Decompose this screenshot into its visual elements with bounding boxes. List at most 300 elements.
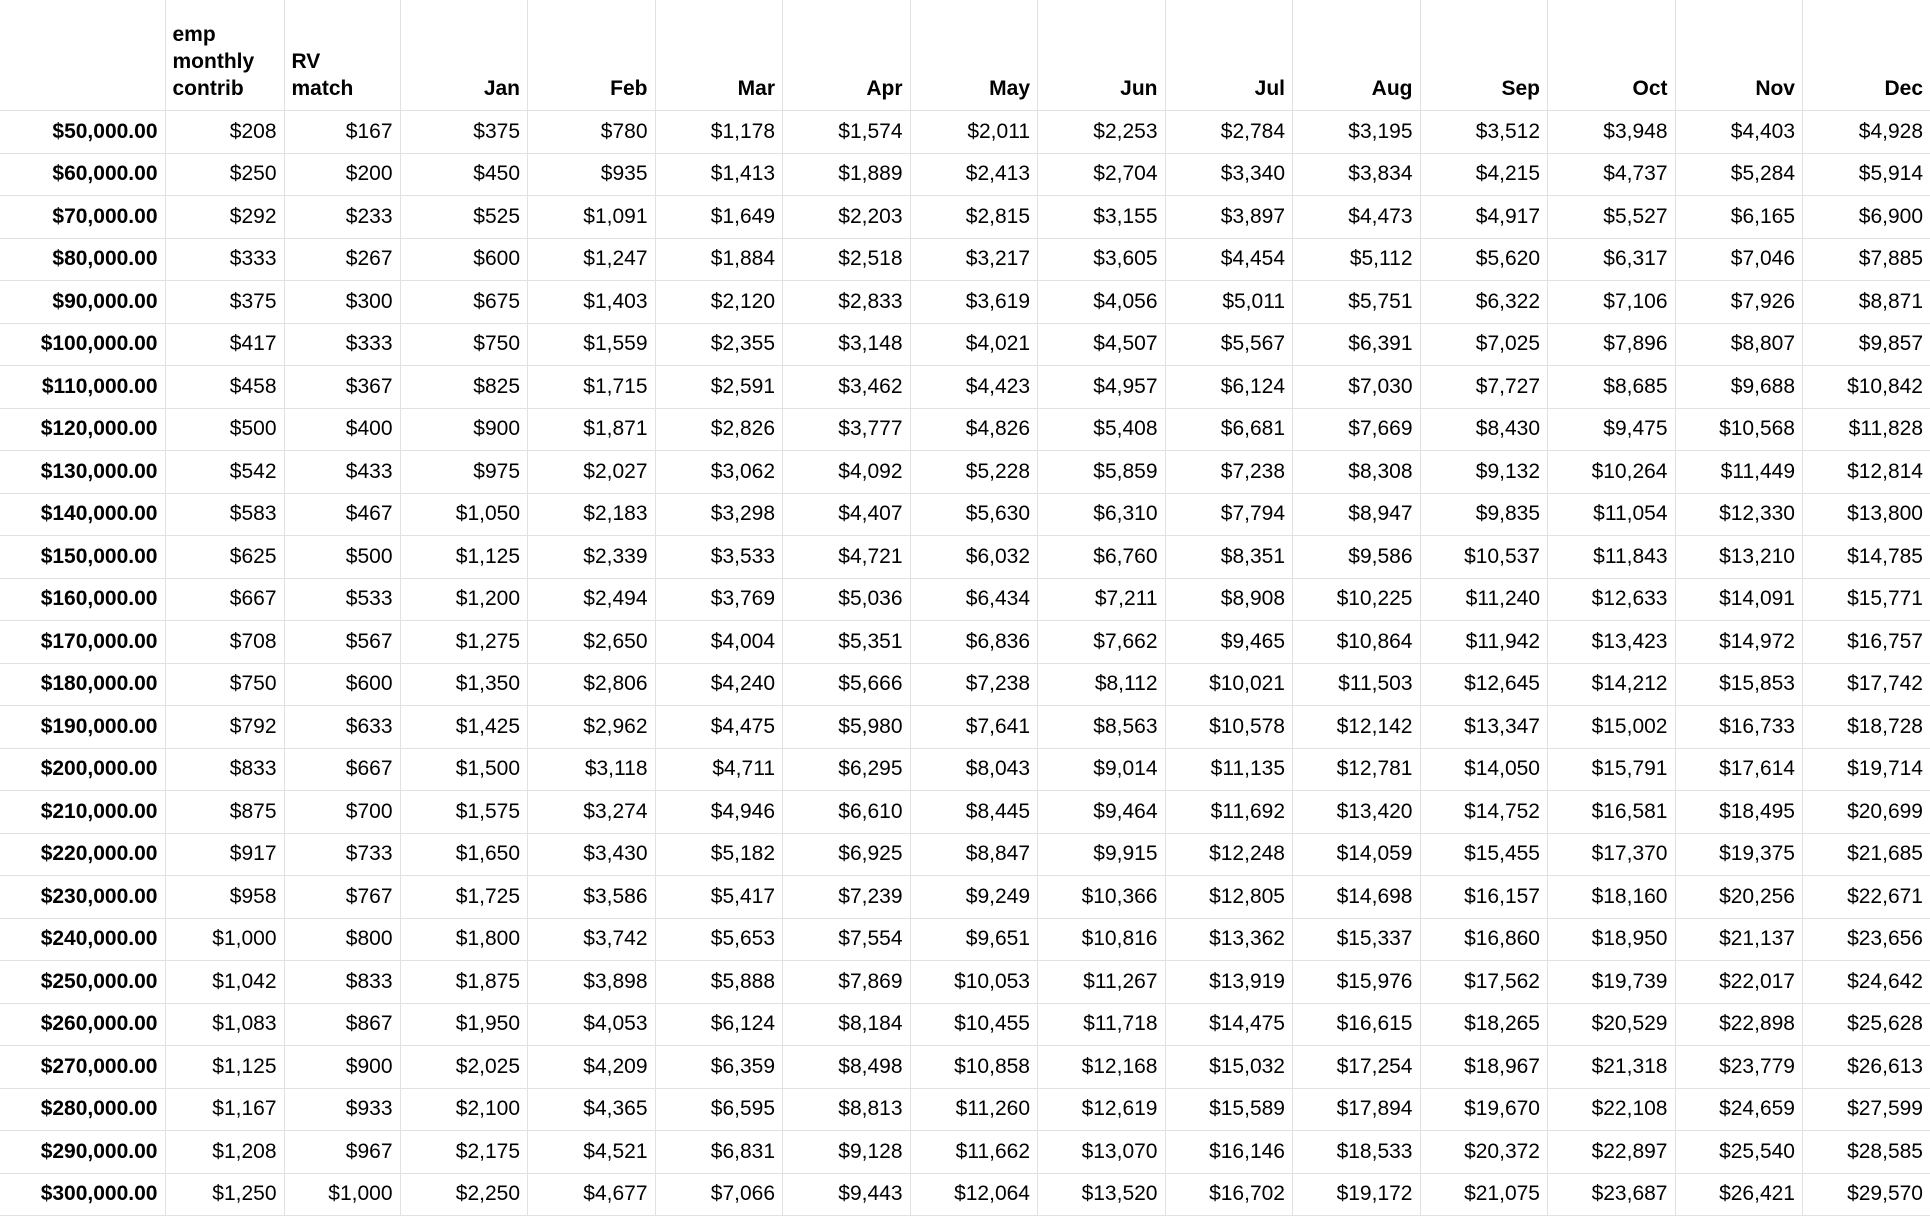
value-cell[interactable]: $3,619 [910, 281, 1038, 324]
value-cell[interactable]: $1,178 [655, 111, 783, 154]
value-cell[interactable]: $18,160 [1548, 876, 1676, 919]
value-cell[interactable]: $22,017 [1675, 961, 1803, 1004]
value-cell[interactable]: $5,859 [1038, 451, 1166, 494]
value-cell[interactable]: $1,950 [400, 1003, 528, 1046]
value-cell[interactable]: $7,554 [783, 918, 911, 961]
value-cell[interactable]: $14,059 [1293, 833, 1421, 876]
value-cell[interactable]: $13,520 [1038, 1173, 1166, 1216]
value-cell[interactable]: $2,518 [783, 238, 911, 281]
value-cell[interactable]: $4,928 [1803, 111, 1930, 154]
value-cell[interactable]: $21,685 [1803, 833, 1930, 876]
salary-row-header[interactable]: $250,000.00 [0, 961, 165, 1004]
value-cell[interactable]: $16,757 [1803, 621, 1930, 664]
value-cell[interactable]: $1,650 [400, 833, 528, 876]
value-cell[interactable]: $11,054 [1548, 493, 1676, 536]
value-cell[interactable]: $367 [284, 366, 400, 409]
value-cell[interactable]: $3,155 [1038, 196, 1166, 239]
value-cell[interactable]: $10,021 [1165, 663, 1293, 706]
value-cell[interactable]: $9,014 [1038, 748, 1166, 791]
value-cell[interactable]: $3,118 [528, 748, 656, 791]
value-cell[interactable]: $16,702 [1165, 1173, 1293, 1216]
salary-row-header[interactable]: $80,000.00 [0, 238, 165, 281]
value-cell[interactable]: $5,351 [783, 621, 911, 664]
value-cell[interactable]: $7,025 [1420, 323, 1548, 366]
value-cell[interactable]: $6,124 [655, 1003, 783, 1046]
column-header-month-nov[interactable]: Nov [1675, 0, 1803, 111]
value-cell[interactable]: $825 [400, 366, 528, 409]
value-cell[interactable]: $22,897 [1548, 1131, 1676, 1174]
value-cell[interactable]: $7,926 [1675, 281, 1803, 324]
value-cell[interactable]: $2,100 [400, 1088, 528, 1131]
value-cell[interactable]: $1,425 [400, 706, 528, 749]
value-cell[interactable]: $1,208 [165, 1131, 284, 1174]
value-cell[interactable]: $26,613 [1803, 1046, 1930, 1089]
value-cell[interactable]: $6,322 [1420, 281, 1548, 324]
value-cell[interactable]: $1,574 [783, 111, 911, 154]
value-cell[interactable]: $567 [284, 621, 400, 664]
value-cell[interactable]: $4,056 [1038, 281, 1166, 324]
value-cell[interactable]: $5,284 [1675, 153, 1803, 196]
value-cell[interactable]: $15,853 [1675, 663, 1803, 706]
value-cell[interactable]: $14,785 [1803, 536, 1930, 579]
value-cell[interactable]: $4,475 [655, 706, 783, 749]
salary-row-header[interactable]: $50,000.00 [0, 111, 165, 154]
value-cell[interactable]: $10,842 [1803, 366, 1930, 409]
value-cell[interactable]: $15,002 [1548, 706, 1676, 749]
value-cell[interactable]: $18,265 [1420, 1003, 1548, 1046]
value-cell[interactable]: $12,814 [1803, 451, 1930, 494]
value-cell[interactable]: $10,264 [1548, 451, 1676, 494]
value-cell[interactable]: $1,091 [528, 196, 656, 239]
value-cell[interactable]: $1,884 [655, 238, 783, 281]
value-cell[interactable]: $433 [284, 451, 400, 494]
value-cell[interactable]: $2,027 [528, 451, 656, 494]
value-cell[interactable]: $8,308 [1293, 451, 1421, 494]
value-cell[interactable]: $17,742 [1803, 663, 1930, 706]
salary-row-header[interactable]: $170,000.00 [0, 621, 165, 664]
value-cell[interactable]: $10,568 [1675, 408, 1803, 451]
value-cell[interactable]: $5,011 [1165, 281, 1293, 324]
value-cell[interactable]: $5,112 [1293, 238, 1421, 281]
value-cell[interactable]: $9,443 [783, 1173, 911, 1216]
value-cell[interactable]: $5,036 [783, 578, 911, 621]
salary-row-header[interactable]: $240,000.00 [0, 918, 165, 961]
value-cell[interactable]: $333 [284, 323, 400, 366]
value-cell[interactable]: $3,586 [528, 876, 656, 919]
value-cell[interactable]: $400 [284, 408, 400, 451]
value-cell[interactable]: $13,362 [1165, 918, 1293, 961]
value-cell[interactable]: $12,645 [1420, 663, 1548, 706]
value-cell[interactable]: $5,408 [1038, 408, 1166, 451]
value-cell[interactable]: $7,238 [1165, 451, 1293, 494]
value-cell[interactable]: $625 [165, 536, 284, 579]
salary-row-header[interactable]: $220,000.00 [0, 833, 165, 876]
value-cell[interactable]: $26,421 [1675, 1173, 1803, 1216]
value-cell[interactable]: $7,641 [910, 706, 1038, 749]
value-cell[interactable]: $16,146 [1165, 1131, 1293, 1174]
value-cell[interactable]: $7,239 [783, 876, 911, 919]
value-cell[interactable]: $17,614 [1675, 748, 1803, 791]
value-cell[interactable]: $5,228 [910, 451, 1038, 494]
value-cell[interactable]: $15,337 [1293, 918, 1421, 961]
value-cell[interactable]: $583 [165, 493, 284, 536]
value-cell[interactable]: $3,897 [1165, 196, 1293, 239]
value-cell[interactable]: $7,211 [1038, 578, 1166, 621]
value-cell[interactable]: $250 [165, 153, 284, 196]
value-cell[interactable]: $17,562 [1420, 961, 1548, 1004]
value-cell[interactable]: $1,125 [400, 536, 528, 579]
value-cell[interactable]: $11,718 [1038, 1003, 1166, 1046]
value-cell[interactable]: $750 [400, 323, 528, 366]
value-cell[interactable]: $4,473 [1293, 196, 1421, 239]
value-cell[interactable]: $9,835 [1420, 493, 1548, 536]
value-cell[interactable]: $1,649 [655, 196, 783, 239]
value-cell[interactable]: $9,465 [1165, 621, 1293, 664]
value-cell[interactable]: $6,836 [910, 621, 1038, 664]
value-cell[interactable]: $375 [165, 281, 284, 324]
value-cell[interactable]: $14,475 [1165, 1003, 1293, 1046]
value-cell[interactable]: $16,733 [1675, 706, 1803, 749]
value-cell[interactable]: $8,112 [1038, 663, 1166, 706]
value-cell[interactable]: $1,559 [528, 323, 656, 366]
value-cell[interactable]: $4,423 [910, 366, 1038, 409]
value-cell[interactable]: $14,752 [1420, 791, 1548, 834]
value-cell[interactable]: $6,310 [1038, 493, 1166, 536]
value-cell[interactable]: $15,976 [1293, 961, 1421, 1004]
value-cell[interactable]: $10,578 [1165, 706, 1293, 749]
column-header-month-sep[interactable]: Sep [1420, 0, 1548, 111]
value-cell[interactable]: $9,651 [910, 918, 1038, 961]
salary-row-header[interactable]: $120,000.00 [0, 408, 165, 451]
value-cell[interactable]: $1,050 [400, 493, 528, 536]
value-cell[interactable]: $2,203 [783, 196, 911, 239]
value-cell[interactable]: $3,462 [783, 366, 911, 409]
value-cell[interactable]: $4,365 [528, 1088, 656, 1131]
value-cell[interactable]: $8,947 [1293, 493, 1421, 536]
value-cell[interactable]: $20,529 [1548, 1003, 1676, 1046]
value-cell[interactable]: $2,784 [1165, 111, 1293, 154]
value-cell[interactable]: $24,642 [1803, 961, 1930, 1004]
value-cell[interactable]: $2,650 [528, 621, 656, 664]
column-header-month-jul[interactable]: Jul [1165, 0, 1293, 111]
value-cell[interactable]: $7,046 [1675, 238, 1803, 281]
value-cell[interactable]: $167 [284, 111, 400, 154]
value-cell[interactable]: $4,677 [528, 1173, 656, 1216]
value-cell[interactable]: $9,132 [1420, 451, 1548, 494]
value-cell[interactable]: $29,570 [1803, 1173, 1930, 1216]
value-cell[interactable]: $7,066 [655, 1173, 783, 1216]
value-cell[interactable]: $5,653 [655, 918, 783, 961]
value-cell[interactable]: $5,980 [783, 706, 911, 749]
value-cell[interactable]: $4,209 [528, 1046, 656, 1089]
value-cell[interactable]: $1,413 [655, 153, 783, 196]
value-cell[interactable]: $6,295 [783, 748, 911, 791]
value-cell[interactable]: $5,666 [783, 663, 911, 706]
value-cell[interactable]: $7,794 [1165, 493, 1293, 536]
value-cell[interactable]: $667 [284, 748, 400, 791]
value-cell[interactable]: $10,225 [1293, 578, 1421, 621]
value-cell[interactable]: $10,537 [1420, 536, 1548, 579]
value-cell[interactable]: $2,011 [910, 111, 1038, 154]
salary-row-header[interactable]: $70,000.00 [0, 196, 165, 239]
value-cell[interactable]: $7,869 [783, 961, 911, 1004]
value-cell[interactable]: $8,430 [1420, 408, 1548, 451]
value-cell[interactable]: $4,737 [1548, 153, 1676, 196]
value-cell[interactable]: $19,714 [1803, 748, 1930, 791]
value-cell[interactable]: $6,391 [1293, 323, 1421, 366]
value-cell[interactable]: $4,521 [528, 1131, 656, 1174]
value-cell[interactable]: $11,260 [910, 1088, 1038, 1131]
value-cell[interactable]: $4,454 [1165, 238, 1293, 281]
value-cell[interactable]: $12,248 [1165, 833, 1293, 876]
value-cell[interactable]: $14,972 [1675, 621, 1803, 664]
value-cell[interactable]: $9,857 [1803, 323, 1930, 366]
value-cell[interactable]: $18,533 [1293, 1131, 1421, 1174]
column-header-month-apr[interactable]: Apr [783, 0, 911, 111]
salary-row-header[interactable]: $190,000.00 [0, 706, 165, 749]
value-cell[interactable]: $11,449 [1675, 451, 1803, 494]
value-cell[interactable]: $25,628 [1803, 1003, 1930, 1046]
value-cell[interactable]: $3,769 [655, 578, 783, 621]
value-cell[interactable]: $8,847 [910, 833, 1038, 876]
value-cell[interactable]: $375 [400, 111, 528, 154]
value-cell[interactable]: $11,135 [1165, 748, 1293, 791]
value-cell[interactable]: $3,777 [783, 408, 911, 451]
value-cell[interactable]: $233 [284, 196, 400, 239]
value-cell[interactable]: $20,372 [1420, 1131, 1548, 1174]
value-cell[interactable]: $7,238 [910, 663, 1038, 706]
column-header-month-jan[interactable]: Jan [400, 0, 528, 111]
value-cell[interactable]: $21,075 [1420, 1173, 1548, 1216]
value-cell[interactable]: $792 [165, 706, 284, 749]
value-cell[interactable]: $1,715 [528, 366, 656, 409]
value-cell[interactable]: $20,256 [1675, 876, 1803, 919]
column-header-rv-match[interactable]: RV match [284, 0, 400, 111]
salary-row-header[interactable]: $200,000.00 [0, 748, 165, 791]
value-cell[interactable]: $12,633 [1548, 578, 1676, 621]
value-cell[interactable]: $17,254 [1293, 1046, 1421, 1089]
value-cell[interactable]: $600 [400, 238, 528, 281]
column-header-month-jun[interactable]: Jun [1038, 0, 1166, 111]
column-header-month-mar[interactable]: Mar [655, 0, 783, 111]
value-cell[interactable]: $9,128 [783, 1131, 911, 1174]
value-cell[interactable]: $5,888 [655, 961, 783, 1004]
value-cell[interactable]: $6,831 [655, 1131, 783, 1174]
value-cell[interactable]: $24,659 [1675, 1088, 1803, 1131]
value-cell[interactable]: $23,687 [1548, 1173, 1676, 1216]
value-cell[interactable]: $750 [165, 663, 284, 706]
value-cell[interactable]: $12,781 [1293, 748, 1421, 791]
salary-row-header[interactable]: $180,000.00 [0, 663, 165, 706]
value-cell[interactable]: $12,064 [910, 1173, 1038, 1216]
value-cell[interactable]: $8,685 [1548, 366, 1676, 409]
value-cell[interactable]: $733 [284, 833, 400, 876]
value-cell[interactable]: $8,498 [783, 1046, 911, 1089]
value-cell[interactable]: $23,656 [1803, 918, 1930, 961]
value-cell[interactable]: $15,791 [1548, 748, 1676, 791]
salary-row-header[interactable]: $260,000.00 [0, 1003, 165, 1046]
value-cell[interactable]: $12,168 [1038, 1046, 1166, 1089]
value-cell[interactable]: $3,605 [1038, 238, 1166, 281]
value-cell[interactable]: $10,366 [1038, 876, 1166, 919]
value-cell[interactable]: $18,495 [1675, 791, 1803, 834]
salary-row-header[interactable]: $60,000.00 [0, 153, 165, 196]
value-cell[interactable]: $292 [165, 196, 284, 239]
value-cell[interactable]: $13,423 [1548, 621, 1676, 664]
value-cell[interactable]: $4,240 [655, 663, 783, 706]
value-cell[interactable]: $8,445 [910, 791, 1038, 834]
value-cell[interactable]: $10,053 [910, 961, 1038, 1004]
value-cell[interactable]: $467 [284, 493, 400, 536]
value-cell[interactable]: $6,032 [910, 536, 1038, 579]
value-cell[interactable]: $12,805 [1165, 876, 1293, 919]
value-cell[interactable]: $1,247 [528, 238, 656, 281]
value-cell[interactable]: $2,962 [528, 706, 656, 749]
value-cell[interactable]: $6,434 [910, 578, 1038, 621]
value-cell[interactable]: $2,494 [528, 578, 656, 621]
value-cell[interactable]: $1,403 [528, 281, 656, 324]
value-cell[interactable]: $5,620 [1420, 238, 1548, 281]
value-cell[interactable]: $200 [284, 153, 400, 196]
value-cell[interactable]: $1,871 [528, 408, 656, 451]
value-cell[interactable]: $3,430 [528, 833, 656, 876]
value-cell[interactable]: $3,195 [1293, 111, 1421, 154]
value-cell[interactable]: $1,350 [400, 663, 528, 706]
value-cell[interactable]: $4,957 [1038, 366, 1166, 409]
value-cell[interactable]: $14,091 [1675, 578, 1803, 621]
value-cell[interactable]: $1,042 [165, 961, 284, 1004]
value-cell[interactable]: $13,420 [1293, 791, 1421, 834]
value-cell[interactable]: $7,727 [1420, 366, 1548, 409]
value-cell[interactable]: $2,025 [400, 1046, 528, 1089]
value-cell[interactable]: $6,317 [1548, 238, 1676, 281]
value-cell[interactable]: $20,699 [1803, 791, 1930, 834]
column-header-month-oct[interactable]: Oct [1548, 0, 1676, 111]
value-cell[interactable]: $9,915 [1038, 833, 1166, 876]
value-cell[interactable]: $3,512 [1420, 111, 1548, 154]
value-cell[interactable]: $11,240 [1420, 578, 1548, 621]
value-cell[interactable]: $9,586 [1293, 536, 1421, 579]
value-cell[interactable]: $22,898 [1675, 1003, 1803, 1046]
value-cell[interactable]: $12,330 [1675, 493, 1803, 536]
value-cell[interactable]: $958 [165, 876, 284, 919]
value-cell[interactable]: $11,692 [1165, 791, 1293, 834]
value-cell[interactable]: $2,833 [783, 281, 911, 324]
value-cell[interactable]: $600 [284, 663, 400, 706]
value-cell[interactable]: $3,062 [655, 451, 783, 494]
value-cell[interactable]: $935 [528, 153, 656, 196]
value-cell[interactable]: $15,771 [1803, 578, 1930, 621]
value-cell[interactable]: $667 [165, 578, 284, 621]
value-cell[interactable]: $7,106 [1548, 281, 1676, 324]
value-cell[interactable]: $5,182 [655, 833, 783, 876]
value-cell[interactable]: $900 [284, 1046, 400, 1089]
column-header-month-may[interactable]: May [910, 0, 1038, 111]
salary-row-header[interactable]: $280,000.00 [0, 1088, 165, 1131]
value-cell[interactable]: $4,403 [1675, 111, 1803, 154]
corner-header-cell[interactable] [0, 0, 165, 111]
value-cell[interactable]: $6,610 [783, 791, 911, 834]
value-cell[interactable]: $208 [165, 111, 284, 154]
value-cell[interactable]: $1,889 [783, 153, 911, 196]
value-cell[interactable]: $2,826 [655, 408, 783, 451]
value-cell[interactable]: $7,662 [1038, 621, 1166, 664]
value-cell[interactable]: $4,917 [1420, 196, 1548, 239]
value-cell[interactable]: $2,183 [528, 493, 656, 536]
value-cell[interactable]: $2,806 [528, 663, 656, 706]
value-cell[interactable]: $4,946 [655, 791, 783, 834]
value-cell[interactable]: $267 [284, 238, 400, 281]
value-cell[interactable]: $8,351 [1165, 536, 1293, 579]
value-cell[interactable]: $4,826 [910, 408, 1038, 451]
value-cell[interactable]: $17,894 [1293, 1088, 1421, 1131]
value-cell[interactable]: $5,417 [655, 876, 783, 919]
value-cell[interactable]: $3,834 [1293, 153, 1421, 196]
salary-row-header[interactable]: $100,000.00 [0, 323, 165, 366]
column-header-month-aug[interactable]: Aug [1293, 0, 1421, 111]
value-cell[interactable]: $500 [284, 536, 400, 579]
value-cell[interactable]: $2,815 [910, 196, 1038, 239]
value-cell[interactable]: $1,250 [165, 1173, 284, 1216]
value-cell[interactable]: $6,760 [1038, 536, 1166, 579]
value-cell[interactable]: $542 [165, 451, 284, 494]
value-cell[interactable]: $19,375 [1675, 833, 1803, 876]
value-cell[interactable]: $500 [165, 408, 284, 451]
value-cell[interactable]: $4,021 [910, 323, 1038, 366]
salary-row-header[interactable]: $160,000.00 [0, 578, 165, 621]
value-cell[interactable]: $4,053 [528, 1003, 656, 1046]
value-cell[interactable]: $8,043 [910, 748, 1038, 791]
value-cell[interactable]: $4,215 [1420, 153, 1548, 196]
value-cell[interactable]: $22,108 [1548, 1088, 1676, 1131]
value-cell[interactable]: $18,950 [1548, 918, 1676, 961]
value-cell[interactable]: $5,567 [1165, 323, 1293, 366]
value-cell[interactable]: $18,728 [1803, 706, 1930, 749]
value-cell[interactable]: $10,455 [910, 1003, 1038, 1046]
column-header-month-feb[interactable]: Feb [528, 0, 656, 111]
value-cell[interactable]: $417 [165, 323, 284, 366]
value-cell[interactable]: $19,670 [1420, 1088, 1548, 1131]
value-cell[interactable]: $28,585 [1803, 1131, 1930, 1174]
value-cell[interactable]: $2,253 [1038, 111, 1166, 154]
value-cell[interactable]: $14,050 [1420, 748, 1548, 791]
value-cell[interactable]: $13,800 [1803, 493, 1930, 536]
value-cell[interactable]: $4,092 [783, 451, 911, 494]
value-cell[interactable]: $3,298 [655, 493, 783, 536]
value-cell[interactable]: $967 [284, 1131, 400, 1174]
salary-row-header[interactable]: $300,000.00 [0, 1173, 165, 1216]
value-cell[interactable]: $19,172 [1293, 1173, 1421, 1216]
value-cell[interactable]: $10,816 [1038, 918, 1166, 961]
value-cell[interactable]: $800 [284, 918, 400, 961]
value-cell[interactable]: $6,925 [783, 833, 911, 876]
value-cell[interactable]: $6,681 [1165, 408, 1293, 451]
value-cell[interactable]: $708 [165, 621, 284, 664]
value-cell[interactable]: $1,200 [400, 578, 528, 621]
value-cell[interactable]: $6,124 [1165, 366, 1293, 409]
value-cell[interactable]: $525 [400, 196, 528, 239]
value-cell[interactable]: $10,864 [1293, 621, 1421, 664]
value-cell[interactable]: $16,157 [1420, 876, 1548, 919]
value-cell[interactable]: $458 [165, 366, 284, 409]
value-cell[interactable]: $1,275 [400, 621, 528, 664]
value-cell[interactable]: $5,914 [1803, 153, 1930, 196]
salary-row-header[interactable]: $90,000.00 [0, 281, 165, 324]
value-cell[interactable]: $7,885 [1803, 238, 1930, 281]
value-cell[interactable]: $13,070 [1038, 1131, 1166, 1174]
value-cell[interactable]: $767 [284, 876, 400, 919]
value-cell[interactable]: $15,455 [1420, 833, 1548, 876]
